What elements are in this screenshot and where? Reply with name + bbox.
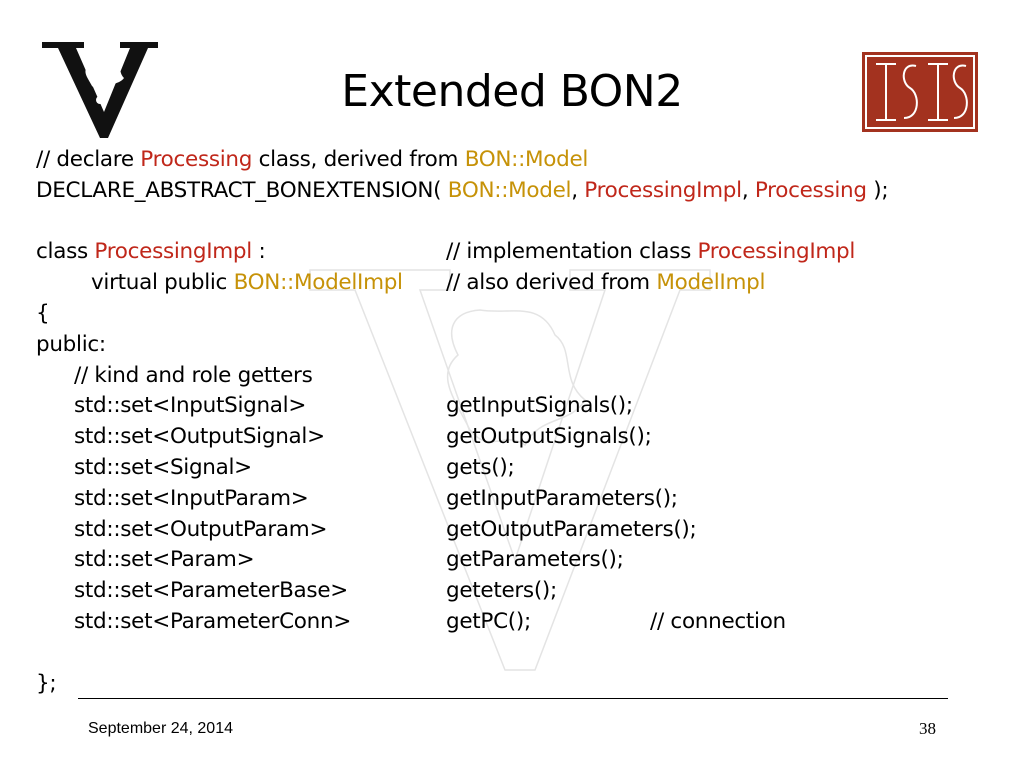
code-line bbox=[36, 145, 588, 175]
code-token: // connection bbox=[650, 609, 786, 634]
code-token: Processing bbox=[140, 147, 253, 172]
code-token: geteters(); bbox=[446, 578, 557, 604]
code-token: std::set<OutputSignal> bbox=[74, 424, 325, 450]
code-col2 bbox=[446, 453, 514, 483]
footer-divider bbox=[78, 698, 948, 699]
code-line bbox=[36, 176, 888, 206]
code-token: class, derived from bbox=[252, 147, 465, 172]
code-token: ProcessingImpl bbox=[94, 239, 252, 265]
code-line bbox=[36, 330, 106, 360]
code-token: BON::Model bbox=[464, 147, 589, 172]
code-line bbox=[74, 515, 327, 545]
page-number: 38 bbox=[919, 719, 936, 738]
code-col2 bbox=[446, 484, 678, 514]
code-token: std::set<InputSignal> bbox=[74, 393, 307, 419]
code-token: // kind and role getters bbox=[74, 362, 313, 388]
code-col2 bbox=[446, 391, 633, 421]
code-token: class bbox=[36, 239, 95, 265]
code-token: std::set<ParameterConn> bbox=[74, 609, 352, 634]
code-token: getInputParameters(); bbox=[446, 485, 678, 511]
code-line bbox=[36, 299, 49, 329]
code-line bbox=[74, 422, 325, 452]
code-token: ); bbox=[866, 177, 889, 203]
code-token: , bbox=[571, 177, 585, 203]
code-line bbox=[74, 391, 306, 421]
code-token: ModelImpl bbox=[656, 270, 766, 296]
code-token: gets(); bbox=[446, 455, 515, 480]
code-line bbox=[74, 484, 308, 514]
code-token: getInputSignals(); bbox=[446, 393, 633, 419]
code-token: // declare bbox=[36, 147, 141, 172]
code-col2 bbox=[446, 237, 855, 267]
code-col2 bbox=[446, 515, 696, 545]
code-line bbox=[74, 361, 313, 391]
code-token: getPC(); bbox=[446, 609, 531, 634]
code-line bbox=[36, 237, 265, 267]
code-token: BON::ModelImpl bbox=[233, 270, 403, 296]
code-token: }; bbox=[36, 670, 57, 696]
code-token: // implementation class bbox=[446, 239, 698, 265]
code-token: ProcessingImpl bbox=[584, 177, 742, 203]
code-col2 bbox=[446, 268, 765, 298]
code-token: getParameters(); bbox=[446, 547, 624, 573]
code-line bbox=[74, 607, 351, 637]
code-token: std::set<OutputParam> bbox=[74, 516, 328, 542]
code-token: std::set<Param> bbox=[74, 547, 255, 573]
code-token: virtual public bbox=[91, 270, 234, 296]
code-token: std::set<ParameterBase> bbox=[74, 578, 348, 604]
code-token: public: bbox=[36, 331, 106, 357]
code-token: std::set<Signal> bbox=[74, 455, 252, 480]
code-line bbox=[36, 669, 56, 699]
slide-title: Extended BON2 bbox=[341, 66, 683, 117]
code-token: , bbox=[741, 177, 755, 203]
code-token: Processing bbox=[754, 177, 867, 203]
code-token: : bbox=[251, 239, 266, 265]
code-col2 bbox=[446, 576, 557, 606]
code-token: BON::Model bbox=[447, 177, 572, 203]
code-line bbox=[74, 545, 254, 575]
code-line bbox=[74, 453, 252, 483]
code-token: // also derived from bbox=[446, 270, 657, 296]
code-token: std::set<InputParam> bbox=[74, 485, 309, 511]
code-token: ProcessingImpl bbox=[697, 239, 856, 265]
code-line bbox=[74, 576, 348, 606]
code-token: { bbox=[36, 301, 50, 326]
footer-date: September 24, 2014 bbox=[88, 720, 233, 737]
code-token: getOutputParameters(); bbox=[446, 516, 697, 542]
code-col3 bbox=[650, 607, 786, 637]
code-col2 bbox=[446, 607, 531, 637]
code-token: DECLARE_ABSTRACT_BONEXTENSION( bbox=[36, 177, 448, 203]
code-token: getOutputSignals(); bbox=[446, 424, 652, 450]
code-line bbox=[91, 268, 403, 298]
code-col2 bbox=[446, 422, 652, 452]
code-col2 bbox=[446, 545, 624, 575]
